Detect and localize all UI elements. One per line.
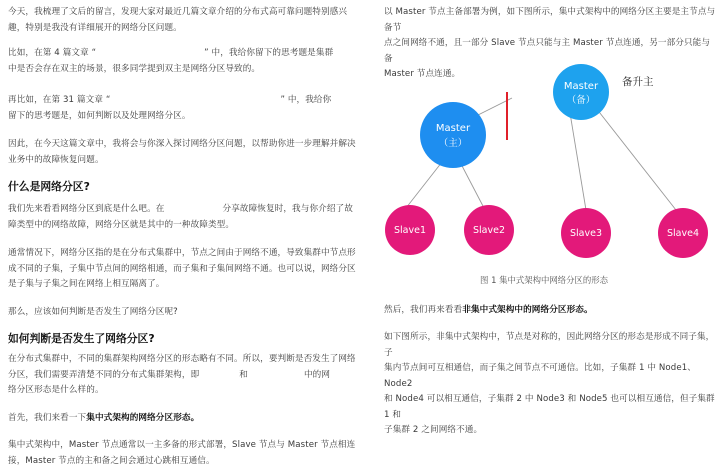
link-slave3: [570, 113, 586, 210]
text-segment: 接，Master 节点的主和备之间会通过心跳相互通信。: [8, 455, 215, 466]
promote-label: 备升主: [622, 76, 654, 88]
master-backup-sublabel: （备）: [566, 95, 596, 106]
master-main-node: [420, 102, 486, 168]
section-heading-what: 什么是网络分区?: [8, 180, 90, 193]
bold-term: 集中式架构的网络分区形态。: [86, 413, 200, 423]
text-segment: 首先，我们来看一下: [8, 413, 87, 423]
text-segment: 集中式架构中，Master 节点通常以一主多备的形式部署，Slave 节点与 Master 节点相连: [8, 440, 356, 450]
slave2-label: Slave2: [472, 225, 506, 236]
master-main-sublabel: （主）: [438, 138, 468, 149]
text-segment: 然后，我们再来看看: [384, 305, 463, 315]
text-line: 和 Node4 可以相互通信，子集群 2 中 Node3 和 Node5 也可以相互通信，但子集群 1 和: [384, 394, 715, 420]
master-backup-label: Master: [563, 81, 599, 92]
text-line: 点之间网络不通，且一部分 Slave 节点只能与主 Master 节点连通，另一部分只能与备: [384, 38, 711, 64]
text-segment: 留下的思考题是，如何判断以及处理网络分区。: [8, 110, 191, 121]
master-backup-node: [553, 64, 609, 120]
definition-paragraph: [8, 246, 360, 293]
text-segment: 络分区形态是什么样的。: [8, 385, 104, 395]
text-segment: 中是否会存在双主的场景，很多同学提到双主是网络分区导致的。: [8, 63, 261, 74]
network-partition-diagram: [368, 58, 720, 288]
decentralized-intro-paragraph: [384, 303, 716, 319]
text-line: 集内节点间可互相通信，而子集之间节点不可通信。比如，子集群 1 中 Node1、Node2: [384, 363, 696, 389]
text-line: 子集群 2 之间网络不通。: [384, 425, 483, 435]
text-line: 如下图所示，非集中式架构中，节点是对称的，因此网络分区的形态是形成不同子集，子: [384, 332, 715, 358]
text-segment: 中的网: [303, 369, 331, 380]
text-line: 成不同的子集，子集中节点间的网络相通，而子集和子集间网络不通。也可以说，网络分区: [8, 263, 356, 274]
bold-term: 非集中式架构中的网络分区形态。: [462, 305, 593, 315]
text-line: 趣，特别是我没有详细展开的网络分区问题。: [8, 22, 182, 33]
text-segment: 我们先来看看网络分区到底是什么吧。在: [8, 204, 165, 214]
slave1-label: Slave1: [393, 225, 427, 236]
text-segment: 再比如，在第 31 篇文章 “: [8, 95, 111, 105]
text-line: 以 Master 节点主备部署为例，如下图所示，集中式架构中的网络分区主要是主节点与备节: [384, 7, 716, 33]
definition-intro-paragraph: [8, 202, 360, 233]
text-segment: ” 中，我给你: [280, 95, 332, 105]
purpose-paragraph: [8, 137, 360, 168]
decentralized-paragraph: [384, 330, 716, 439]
slave3-label: Slave3: [569, 228, 603, 239]
diagram-svg: [368, 58, 720, 288]
text-segment: 分区，我们需要弄清楚不同的分布式集群架构，即: [8, 369, 200, 380]
centralized-paragraph: [8, 438, 360, 469]
link-slave4: [596, 108, 676, 210]
text-segment: 障类型中的网络故障，网络分区就是其中的一种故障类型。: [8, 219, 235, 230]
centralized-intro-paragraph: [8, 411, 360, 427]
article-4-paragraph: [8, 46, 360, 77]
question-paragraph: 那么，应该如何判断是否发生了网络分区呢?: [8, 307, 178, 317]
text-line: 通常情况下，网络分区指的是在分布式集群中，节点之间由于网络不通，导致集群中节点形: [8, 248, 356, 258]
link-slave2: [460, 162, 484, 208]
text-line: 业务中的故障恢复问题。: [8, 154, 104, 165]
text-segment: 分享故障恢复时，我与你介绍了故: [222, 204, 353, 214]
text-line: 因此，在今天这篇文章中，我将会与你深入探讨网络分区问题，以帮助你进一步理解并解决: [8, 139, 356, 149]
link-slave1: [406, 162, 442, 208]
text-line: Master 节点连通。: [384, 69, 461, 79]
text-segment: 在分布式集群中，不同的集群架构网络分区的形态略有不同。所以，要判断是否发生了网络: [8, 354, 356, 364]
intro-paragraph: [8, 5, 360, 36]
master-main-label: Master: [435, 123, 471, 134]
figure-caption: 图 1 集中式架构中网络分区的形态: [480, 275, 608, 285]
article-31-paragraph: [8, 93, 360, 124]
text-segment: ” 中，我给你留下的思考题是集群: [204, 48, 334, 58]
text-segment: 比如，在第 4 篇文章 “: [8, 48, 97, 58]
architecture-paragraph: [8, 352, 360, 399]
text-line: 是子集与子集之间在网络上相互隔离了。: [8, 279, 165, 289]
text-line: 今天，我梳理了文后的留言，发现大家对最近几篇文章介绍的分布式高可靠问题特别感兴: [8, 7, 348, 17]
slave4-label: Slave4: [666, 228, 700, 239]
section-heading-detect: 如何判断是否发生了网络分区?: [8, 332, 155, 345]
text-segment: 和: [239, 369, 248, 380]
